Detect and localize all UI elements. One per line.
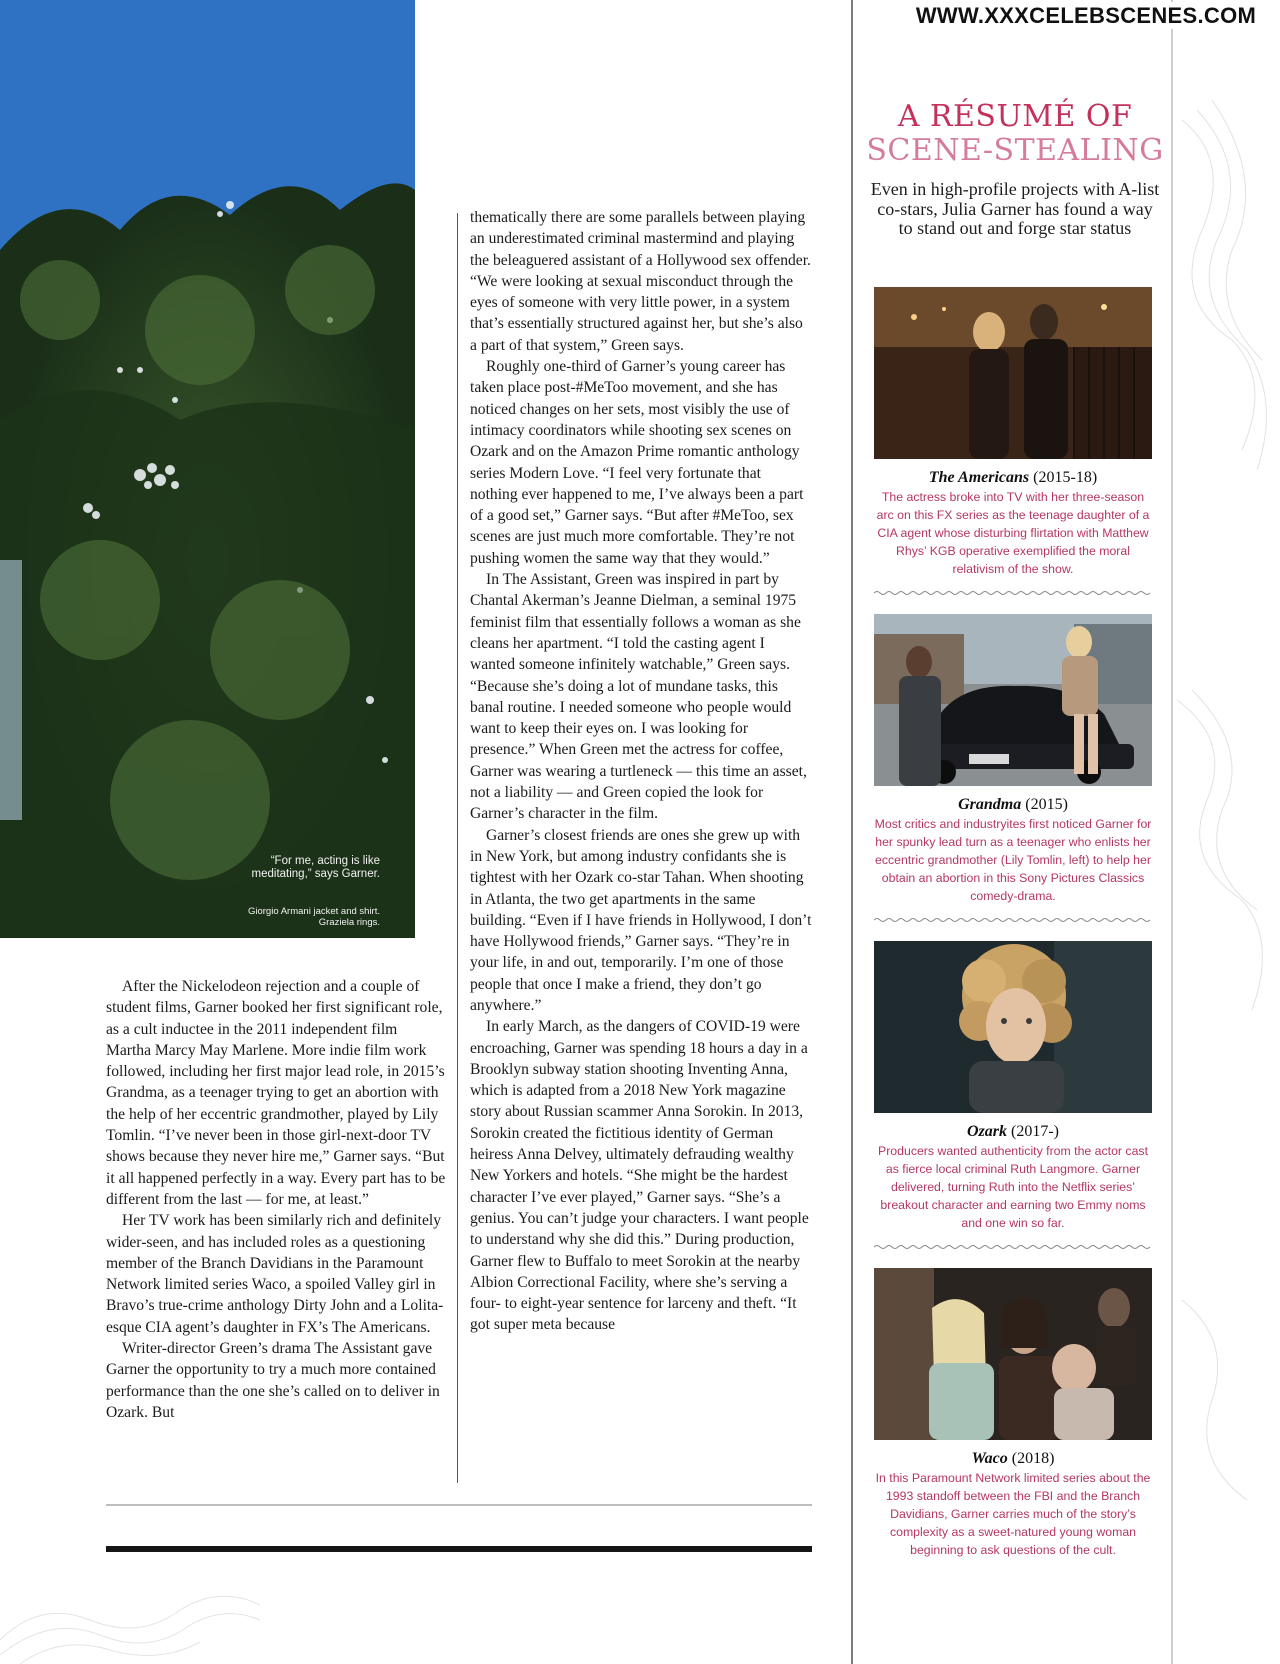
watermark-text: WWW.XXXCELEBSCENES.COM <box>915 3 1257 28</box>
entry-description: Producers wanted authenticity from the actor cast as fierce local criminal Ruth Langmore. Garner delivered, turning Ruth into the Netflix series’ breakout character and earning two Emmy noms and one win so far. <box>878 1144 1148 1230</box>
entry-description: In this Paramount Network limited series about the 1993 standoff between the FBI and the Branch Davidians, Garner carries much of the story’s complexity as a sweet-natured young woman beginning to ask questions of the cult. <box>875 1471 1151 1557</box>
sidebar-title <box>865 100 1165 168</box>
sidebar-title-line1: A RÉSUMÉ OF <box>897 99 1133 134</box>
entry-show-name: Ozark <box>967 1123 1008 1140</box>
article-left-column <box>106 976 446 1423</box>
entry-show-name: The Americans <box>928 469 1030 486</box>
foliage-illustration <box>0 0 415 938</box>
still-grandma <box>874 614 1152 786</box>
wavy-divider <box>874 917 1152 923</box>
entry-years: (2017-) <box>1011 1123 1059 1140</box>
entry-title <box>874 469 1152 487</box>
article-paragraph: Roughly one-third of Garner’s young career has taken place post-#MeToo movement, and she has noticed changes on her sets, most visibly the use of intimacy coordinators while shooting sex scenes on Ozark and on the Amazon Prime romantic anthology series Modern Love. “I feel very fortunate that nothing ever happened to me, I’ve always been a part of a good set,” Garner says. “But after #MeToo, sex scenes are just much more comfortable. They’re not pushing women the same way that they would.” <box>470 358 804 567</box>
bottom-thin-rule <box>106 1504 812 1506</box>
article-paragraph: In early March, as the dangers of COVID-19 were encroaching, Garner was spending 18 hours a day in a Brooklyn subway station shooting Inventing Anna, which is adapted from a 2018 New York magazine story about Russian scammer Anna Sorokin. In 2013, Sorokin created the fictitious identity of German heiress Anna Delvey, ultimately defrauding wealthy New Yorkers and hotels. “She might be the hardest character I’ve ever played,” Garner says. “She’s a genius. You can’t judge your characters. I want people to understand why she did this.” During production, Garner flew to Buffalo to meet Sorokin at the nearby Albion Correctional Facility, where she’s serving a four- to eight-year sentence for larceny and theft. “It got super meta because <box>470 1018 809 1334</box>
sidebar-entry-waco <box>874 1268 1152 1559</box>
feature-photo <box>0 0 415 938</box>
photo-caption-credit: Giorgio Armani jacket and shirt. Graziela rings. <box>247 906 380 928</box>
entry-years: (2015-18) <box>1033 469 1098 486</box>
still-waco <box>874 1268 1152 1440</box>
article-paragraph: Writer-director Green’s drama The Assistant gave Garner the opportunity to try a much more contained performance than the one she’s called on to deliver in Ozark. But <box>106 1340 440 1421</box>
sidebar-title-line2: SCENE-STEALING <box>866 133 1164 168</box>
bottom-thick-rule <box>106 1546 812 1552</box>
article-paragraph: In The Assistant, Green was inspired in part by Chantal Akerman’s Jeanne Dielman, a seminal 1975 feminist film that essentially follows a woman as she cleans her apartment. “I told the casting agent I wanted someone infinitely watchable,” Green says. “Because she’s doing a lot of mundane tasks, this banal routine. I needed someone who people would want to keep their eyes on. I was looking for presence.” When Green met the actress for coffee, Garner was wearing a turtleneck — this time an asset, not a liability — and Green copied the look for Garner’s character in the film. <box>470 571 807 823</box>
article-paragraph: thematically there are some parallels between playing an underestimated criminal mastermind and playing the beleaguered assistant of a Hollywood sex offender. “We were looking at sexual misconduct through the eyes of someone with very little power, in a system that’s essentially structured against her, but she’s also a part of that system,” Green says. <box>470 209 811 354</box>
sidebar-entry-grandma <box>874 614 1152 905</box>
sidebar-subtitle: Even in high-profile projects with A-list co-stars, Julia Garner has found a way to stand out and forge star status <box>870 179 1160 238</box>
entry-title <box>874 1450 1152 1468</box>
entry-years: (2015) <box>1025 796 1068 813</box>
topographic-pattern-right <box>1172 0 1280 1664</box>
entry-title <box>874 1123 1152 1141</box>
still-the-americans <box>874 287 1152 459</box>
wavy-divider <box>874 1244 1152 1250</box>
sidebar-border-left <box>851 0 853 1664</box>
article-middle-column <box>470 207 812 1336</box>
entry-title <box>874 796 1152 814</box>
sidebar-entry-the-americans <box>874 287 1152 578</box>
entry-description: Most critics and industryites first noticed Garner for her spunky lead turn as a teenager who enlists her eccentric grandmother (Lily Tomlin, left) to help her obtain an abortion in this Sony Pictures Classics comedy-drama. <box>874 817 1152 903</box>
wavy-divider <box>874 590 1152 596</box>
article-paragraph: Her TV work has been similarly rich and definitely wider-seen, and has included roles as a questioning member of the Branch Davidians in the Paramount Network limited series Waco, a spoiled Valley girl in Bravo’s true-crime anthology Dirty John and a Lolita-esque CIA agent’s daughter in FX’s The Americans. <box>106 1212 444 1336</box>
entry-years: (2018) <box>1011 1450 1055 1467</box>
entry-show-name: Waco <box>971 1450 1008 1467</box>
entry-show-name: Grandma <box>958 796 1022 813</box>
topographic-pattern-bottom <box>0 1580 260 1664</box>
photo-caption-quote: “For me, acting is like meditating,” says Garner. <box>251 855 380 880</box>
entry-description: The actress broke into TV with her three-season arc on this FX series as the teenage daughter of a CIA agent whose disturbing flirtation with Matthew Rhys’ KGB operative exemplified the moral relativism of the show. <box>876 490 1150 576</box>
column-divider <box>457 213 458 1483</box>
still-ozark <box>874 941 1152 1113</box>
sidebar-entry-ozark <box>874 941 1152 1232</box>
article-paragraph: After the Nickelodeon rejection and a couple of student films, Garner booked her first significant role, as a cult inductee in the 2011 independent film Martha Marcy May Marlene. More indie film work followed, including her first major lead role, in 2015’s Grandma, as a teenager trying to get an abortion with the help of her eccentric grandmother, played by Lily Tomlin. “I’ve never been in those girl-next-door TV shows because they never hire me,” Garner says. “But it all happened perfectly in a way. Every part has to be different from the last — for me, at least.” <box>106 978 446 1208</box>
article-paragraph: Garner’s closest friends are ones she grew up with in New York, but among industry confidants she is tightest with her Ozark co-star Tahan. When shooting in Atlanta, the two get apartments in the same building. “Even if I have friends in Hollywood, I don’t have Hollywood friends,” Garner says. “They’re in your life, in and out, temporarily. I’m one of those people that once I make a friend, they don’t go anywhere.” <box>470 826 812 1014</box>
